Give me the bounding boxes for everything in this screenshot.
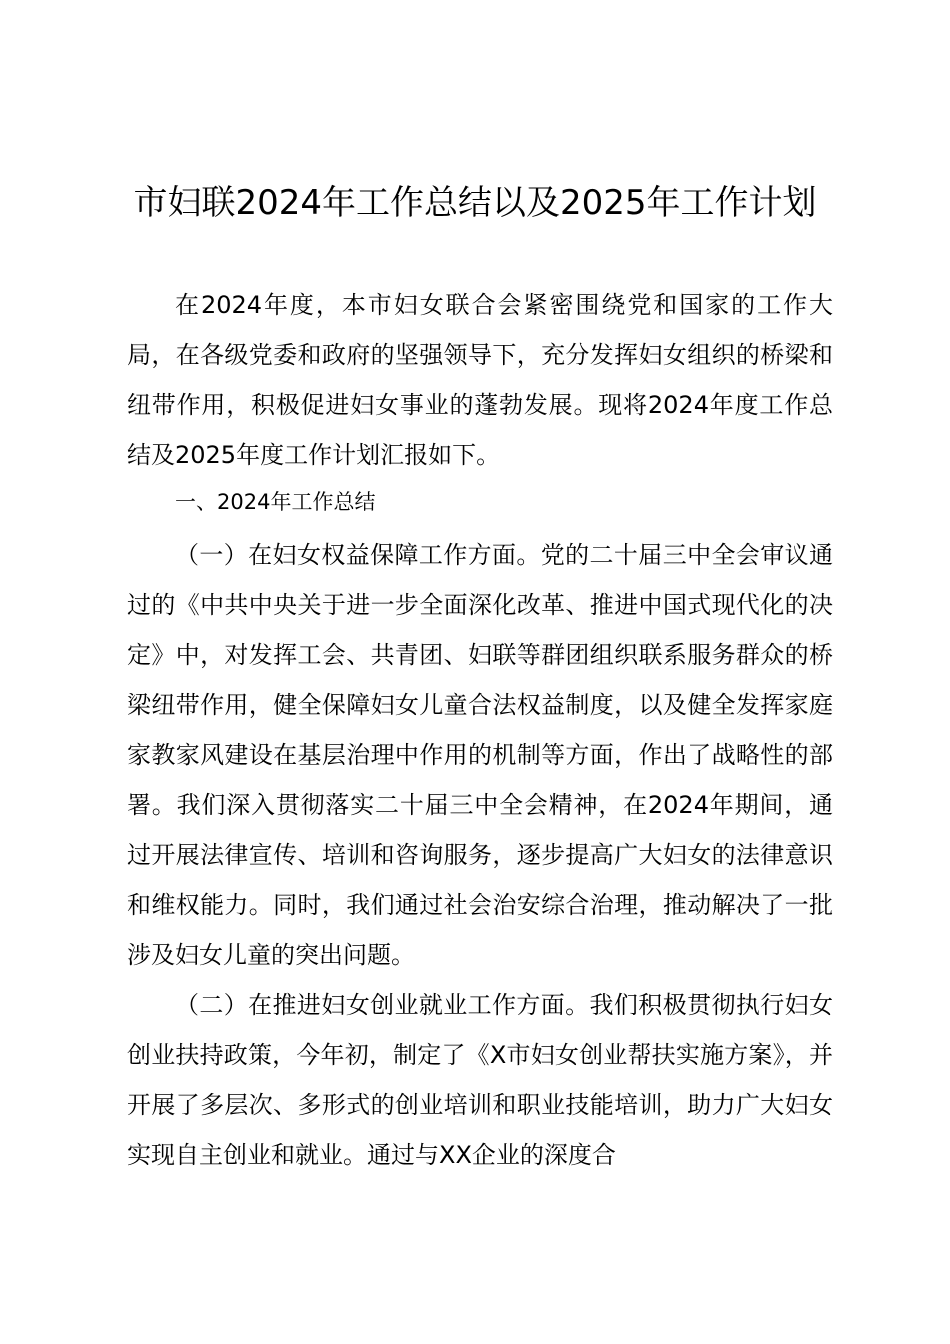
intro-paragraph: 在2024年度，本市妇女联合会紧密围绕党和国家的工作大局，在各级党委和政府的坚强领导下，充分发挥妇女组织的桥梁和纽带作用，积极促进妇女事业的蓬勃发展。现将2024年度工作总结及2025年度工作计划汇报如下。 <box>127 291 833 469</box>
document-title: 市妇联2024年工作总结以及2025年工作计划 <box>133 183 817 223</box>
employment-paragraph: （二）在推进妇女创业就业工作方面。我们积极贯彻执行妇女创业扶持政策，今年初，制定了《X市妇女创业帮扶实施方案》，并开展了多层次、多形式的创业培训和职业技能培训，助力广大妇女实现自主创业和就业。通过与XX企业的深度合 <box>127 991 833 1169</box>
section-heading-summary: 一、2024年工作总结 <box>175 490 376 514</box>
rights-protection-paragraph: （一）在妇女权益保障工作方面。党的二十届三中全会审议通过的《中共中央关于进一步全面深化改革、推进中国式现代化的决定》中，对发挥工会、共青团、妇联等群团组织联系服务群众的桥梁纽带作用，健全保障妇女儿童合法权益制度，以及健全发挥家庭家教家风建设在基层治理中作用的机制等方面，作出了战略性的部署。我们深入贯彻落实二十届三中全会精神，在2024年期间，通过开展法律宣传、培训和咨询服务，逐步提高广大妇女的法律意识和维权能力。同时，我们通过社会治安综合治理，推动解决了一批涉及妇女儿童的突出问题。 <box>127 541 833 969</box>
